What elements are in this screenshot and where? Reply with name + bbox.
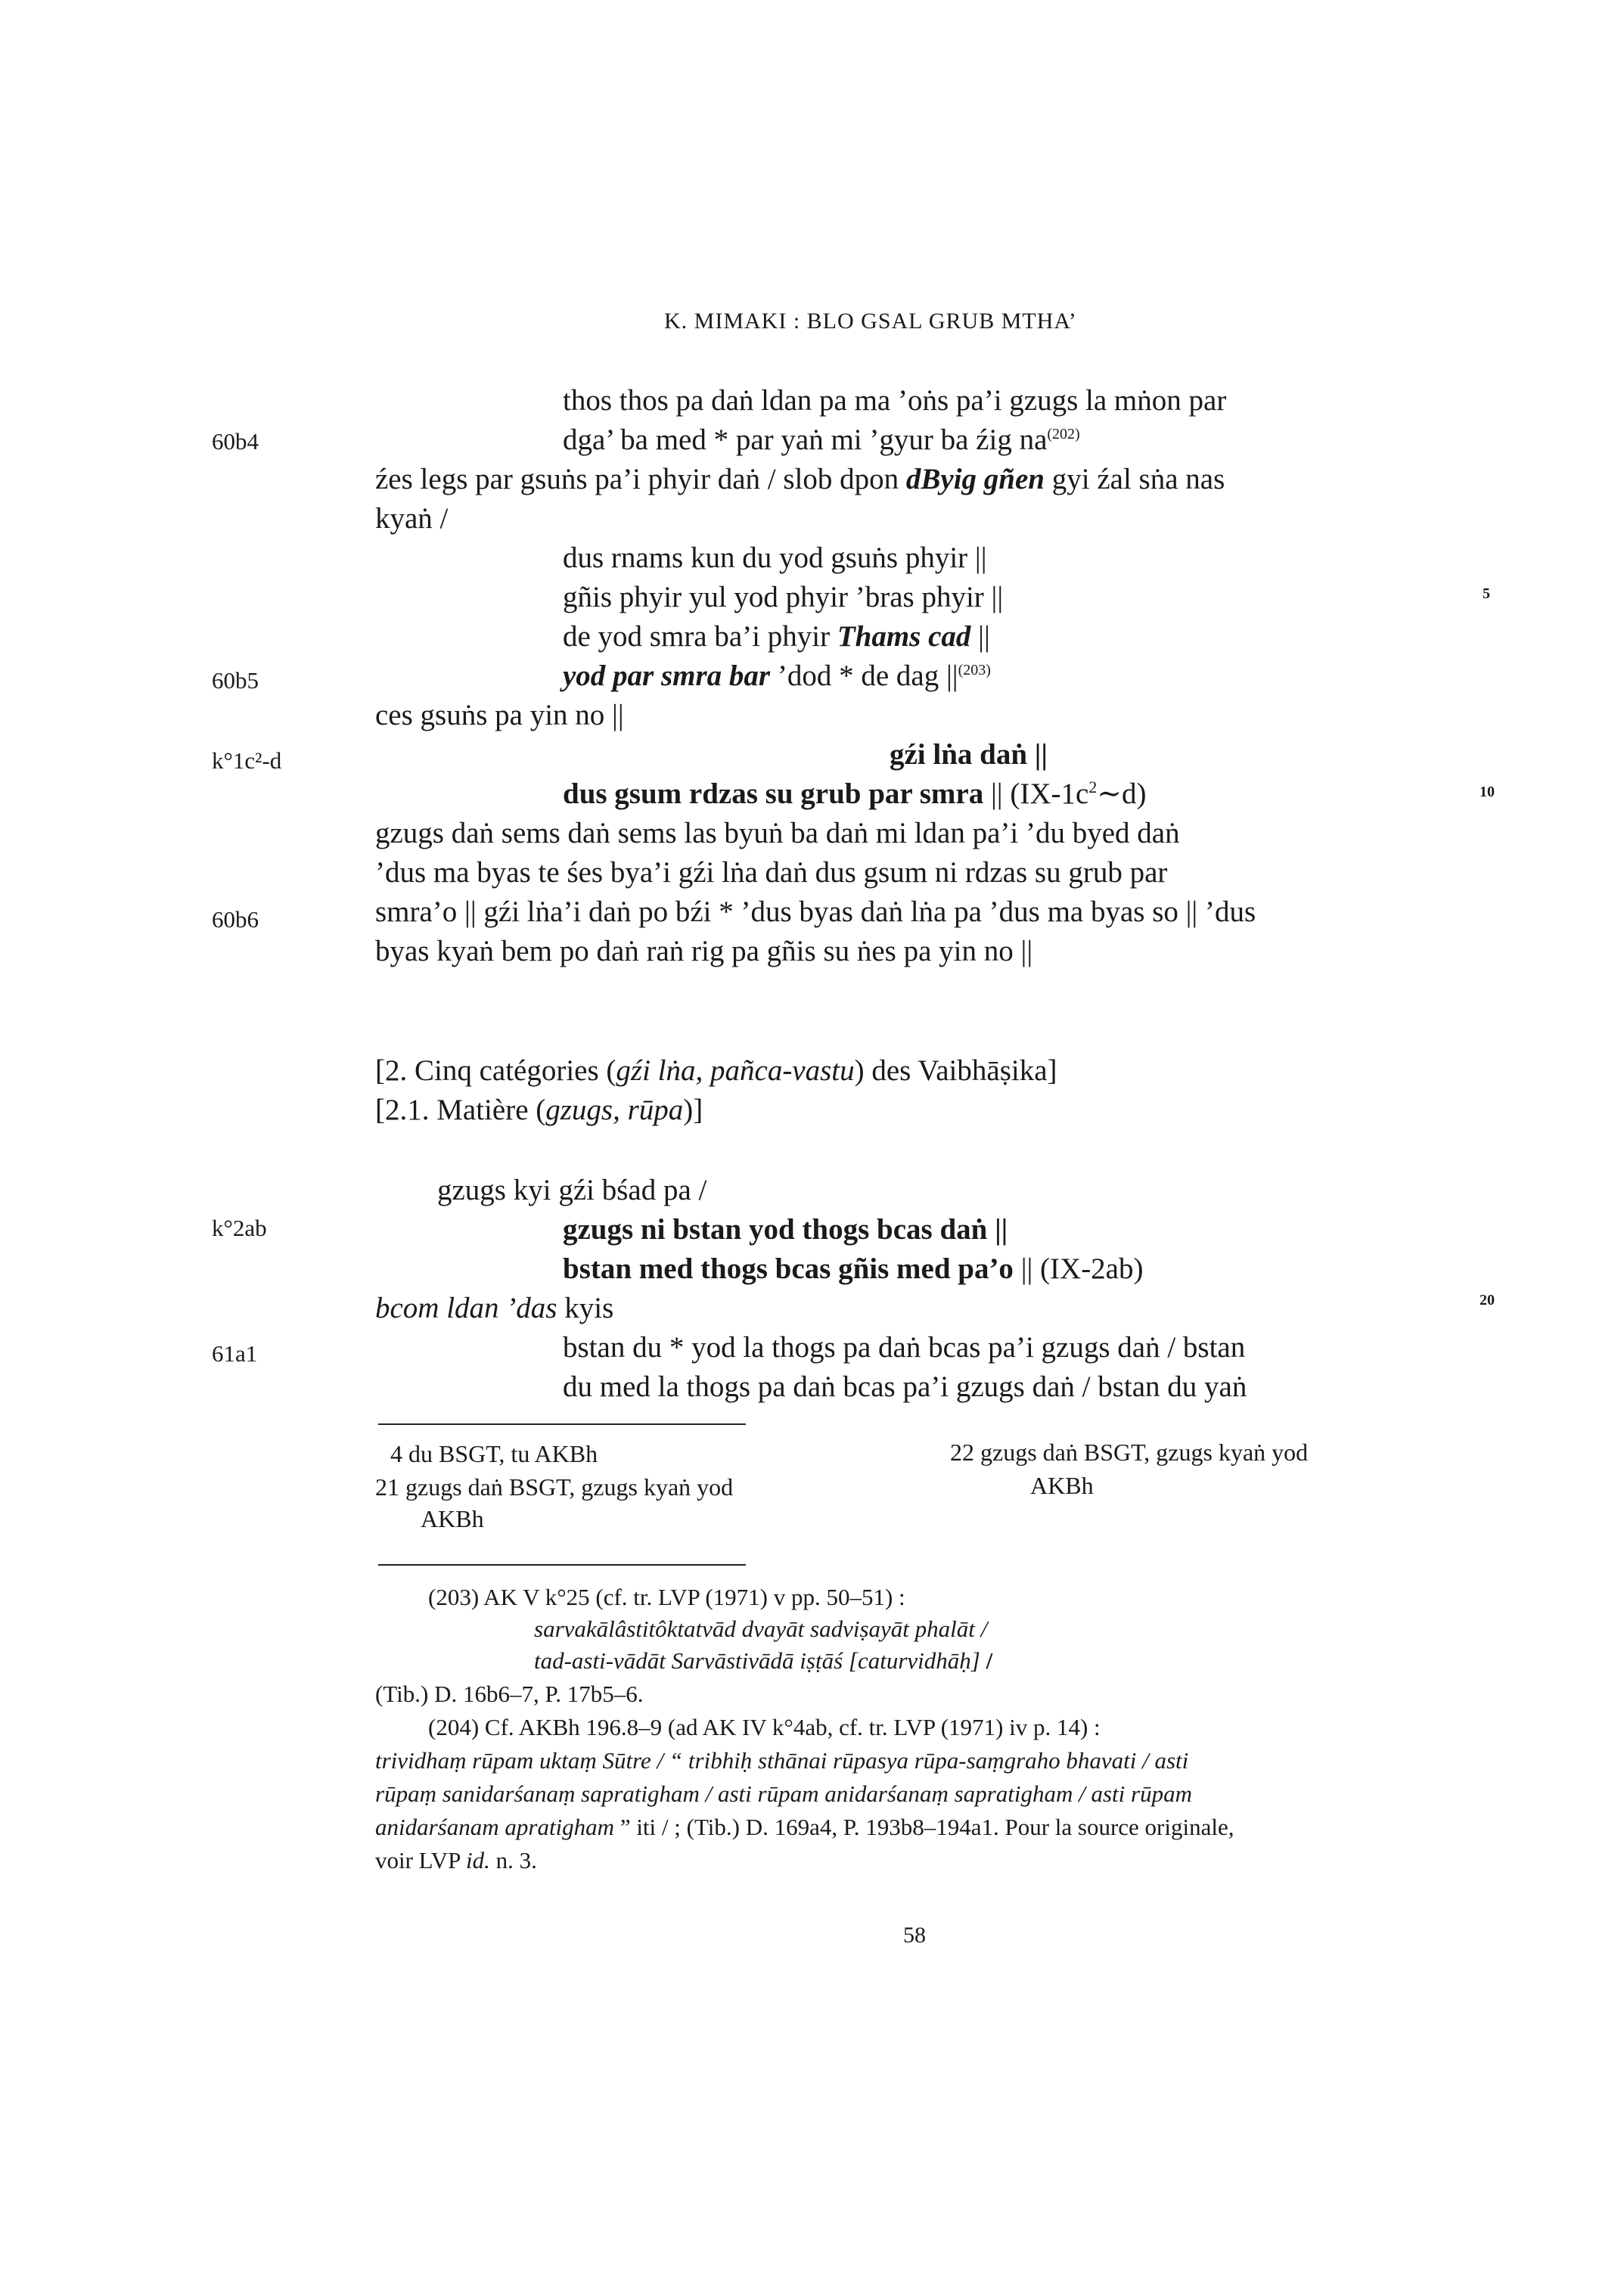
- margin-ref: 60b5: [212, 667, 259, 694]
- apparatus-entry: 22 gzugs daṅ BSGT, gzugs kyaṅ yod: [950, 1439, 1309, 1466]
- text-segment: || (IX-2ab): [1013, 1253, 1144, 1285]
- text-segment: ∼d): [1097, 778, 1147, 810]
- text-segment: n. 3.: [489, 1847, 537, 1873]
- text-segment: ’dod * de dag ||: [770, 660, 958, 692]
- text-line: gzugs kyi gźi bśad pa /: [437, 1174, 707, 1206]
- text-segment: )]: [683, 1094, 703, 1126]
- line-number: 20: [1480, 1292, 1495, 1308]
- text-segment: ” iti / ; (Tib.) D. 169a4, P. 193b8–194a1. Pour la source originale,: [614, 1814, 1234, 1840]
- italic-text: tad-asti-vādāt Sarvāstivādā iṣṭāś: [534, 1647, 849, 1674]
- page-number: 58: [903, 1923, 926, 1948]
- apparatus-entry: 4 du BSGT, tu AKBh: [390, 1440, 598, 1467]
- text-segment: ||: [970, 620, 990, 653]
- text-segment: źes legs par gsuṅs pa’i phyir daṅ / slob dpon: [375, 463, 906, 495]
- karika-text: dus gsum rdzas su grub par smra: [563, 778, 984, 810]
- italic-text: anidarśanam apratigham: [375, 1814, 615, 1840]
- text-line: ’dus ma byas te śes bya’i gźi lṅa daṅ dus gsum ni rdzas su grub par: [375, 856, 1168, 889]
- verse-line: [563, 661, 991, 691]
- text-line: bstan du * yod la thogs pa daṅ bcas pa’i gzugs daṅ / bstan: [563, 1331, 1246, 1364]
- italic-term: bcom ldan ’das: [375, 1292, 557, 1324]
- text-segment: || (IX-1c: [983, 778, 1089, 810]
- footnote-rule: [378, 1564, 746, 1566]
- line-number: 5: [1483, 585, 1490, 602]
- text-line: [563, 425, 1080, 455]
- text-line: kyaṅ /: [375, 502, 449, 535]
- apparatus-rule: [378, 1423, 746, 1425]
- karika-text: bstan med thogs bcas gñis med pa’o: [563, 1253, 1014, 1285]
- verse-line: [563, 622, 990, 651]
- apparatus-entry: 21 gzugs daṅ BSGT, gzugs kyaṅ yod: [375, 1473, 734, 1501]
- text-segment: [2. Cinq catégories (: [375, 1054, 616, 1087]
- text-segment: dga’ ba med * par yaṅ mi ’gyur ba źig na: [563, 424, 1048, 456]
- footnote-verse: sarvakālâstitôktatvād dvayāt sadviṣayāt phalāt /: [534, 1616, 988, 1642]
- footnote-204: (204) Cf. AKBh 196.8–9 (ad AK IV k°4ab, cf. tr. LVP (1971) iv p. 14) :: [428, 1714, 1101, 1740]
- note-ref: (203): [958, 662, 991, 678]
- line-number: 10: [1480, 784, 1495, 800]
- subsection-heading: [375, 1095, 703, 1125]
- text-segment: [2.1. Matière (: [375, 1094, 546, 1126]
- text-line: smra’o || gźi lṅa’i daṅ po bźi * ’dus byas daṅ lṅa pa ’dus ma byas so || ’dus: [375, 896, 1256, 928]
- italic-term: gźi lṅa, pañca-vastu: [616, 1054, 855, 1087]
- text-line: [375, 464, 1225, 494]
- footnote-line: [375, 1814, 1234, 1841]
- verse-line: dus rnams kun du yod gsuṅs phyir ||: [563, 542, 987, 574]
- verse-line: gñis phyir yul yod phyir ’bras phyir ||: [563, 581, 1004, 613]
- text-line: gzugs daṅ sems daṅ sems las byuṅ ba daṅ mi ldan pa’i ’du byed daṅ: [375, 817, 1180, 849]
- text-segment: voir LVP: [375, 1847, 467, 1873]
- footnote-line: [375, 1847, 537, 1874]
- note-ref: (202): [1047, 426, 1080, 442]
- emphasis: yod par smra bar: [563, 660, 771, 692]
- author-name: dByig gñen: [905, 463, 1045, 495]
- text-segment: /: [980, 1647, 993, 1674]
- section-heading: [375, 1056, 1057, 1085]
- apparatus-entry: AKBh: [1030, 1472, 1094, 1499]
- footnote-line: (Tib.) D. 16b6–7, P. 17b5–6.: [375, 1681, 644, 1707]
- text-line: byas kyaṅ bem po daṅ raṅ rig pa gñis su ṅes pa yin no ||: [375, 935, 1033, 967]
- text-line: thos thos pa daṅ ldan pa ma ’oṅs pa’i gzugs la mṅon par: [563, 384, 1227, 417]
- footnote-203: (203) AK V k°25 (cf. tr. LVP (1971) v pp. 50–51) :: [428, 1584, 905, 1610]
- running-title: K. MIMAKI : BLO GSAL GRUB MTHA’: [664, 309, 1077, 334]
- footnote-verse: [534, 1647, 992, 1675]
- italic-term: gzugs, rūpa: [545, 1094, 684, 1126]
- margin-ref: 61a1: [212, 1340, 258, 1367]
- margin-ref: 60b4: [212, 428, 259, 455]
- text-line: [375, 1293, 613, 1323]
- apparatus-entry: AKBh: [421, 1505, 484, 1532]
- karika-line: [563, 1254, 1143, 1284]
- footnote-line: trividhaṃ rūpam uktaṃ Sūtre / “ tribhiḥ sthānai rūpasya rūpa-saṃgraho bhavati / asti: [375, 1747, 1189, 1774]
- italic-text: id.: [466, 1847, 490, 1873]
- footnote-line: rūpaṃ sanidarśanaṃ sapratigham / asti rūpam anidarśanaṃ sapratigham / asti rūpam: [375, 1780, 1192, 1807]
- text-line: du med la thogs pa daṅ bcas pa’i gzugs daṅ / bstan du yaṅ: [563, 1371, 1247, 1403]
- superscript: 2: [1088, 778, 1098, 796]
- emphasis: Thams cad: [837, 620, 971, 653]
- karika-line: gzugs ni bstan yod thogs bcas daṅ ||: [563, 1213, 1008, 1246]
- text-segment: kyis: [557, 1292, 614, 1324]
- margin-ref: 60b6: [212, 906, 259, 933]
- text-line: ces gsuṅs pa yin no ||: [375, 699, 624, 731]
- text-segment: gyi źal sṅa nas: [1045, 463, 1225, 495]
- margin-ref: k°1c²-d: [212, 747, 282, 774]
- karika-line: [563, 779, 1146, 809]
- text-segment: de yod smra ba’i phyir: [563, 620, 837, 653]
- italic-text: [caturvidhāḥ]: [848, 1647, 980, 1674]
- margin-ref: k°2ab: [212, 1215, 267, 1241]
- karika-line: gźi lṅa daṅ ||: [890, 738, 1048, 771]
- text-segment: ) des Vaibhāṣika]: [854, 1054, 1057, 1087]
